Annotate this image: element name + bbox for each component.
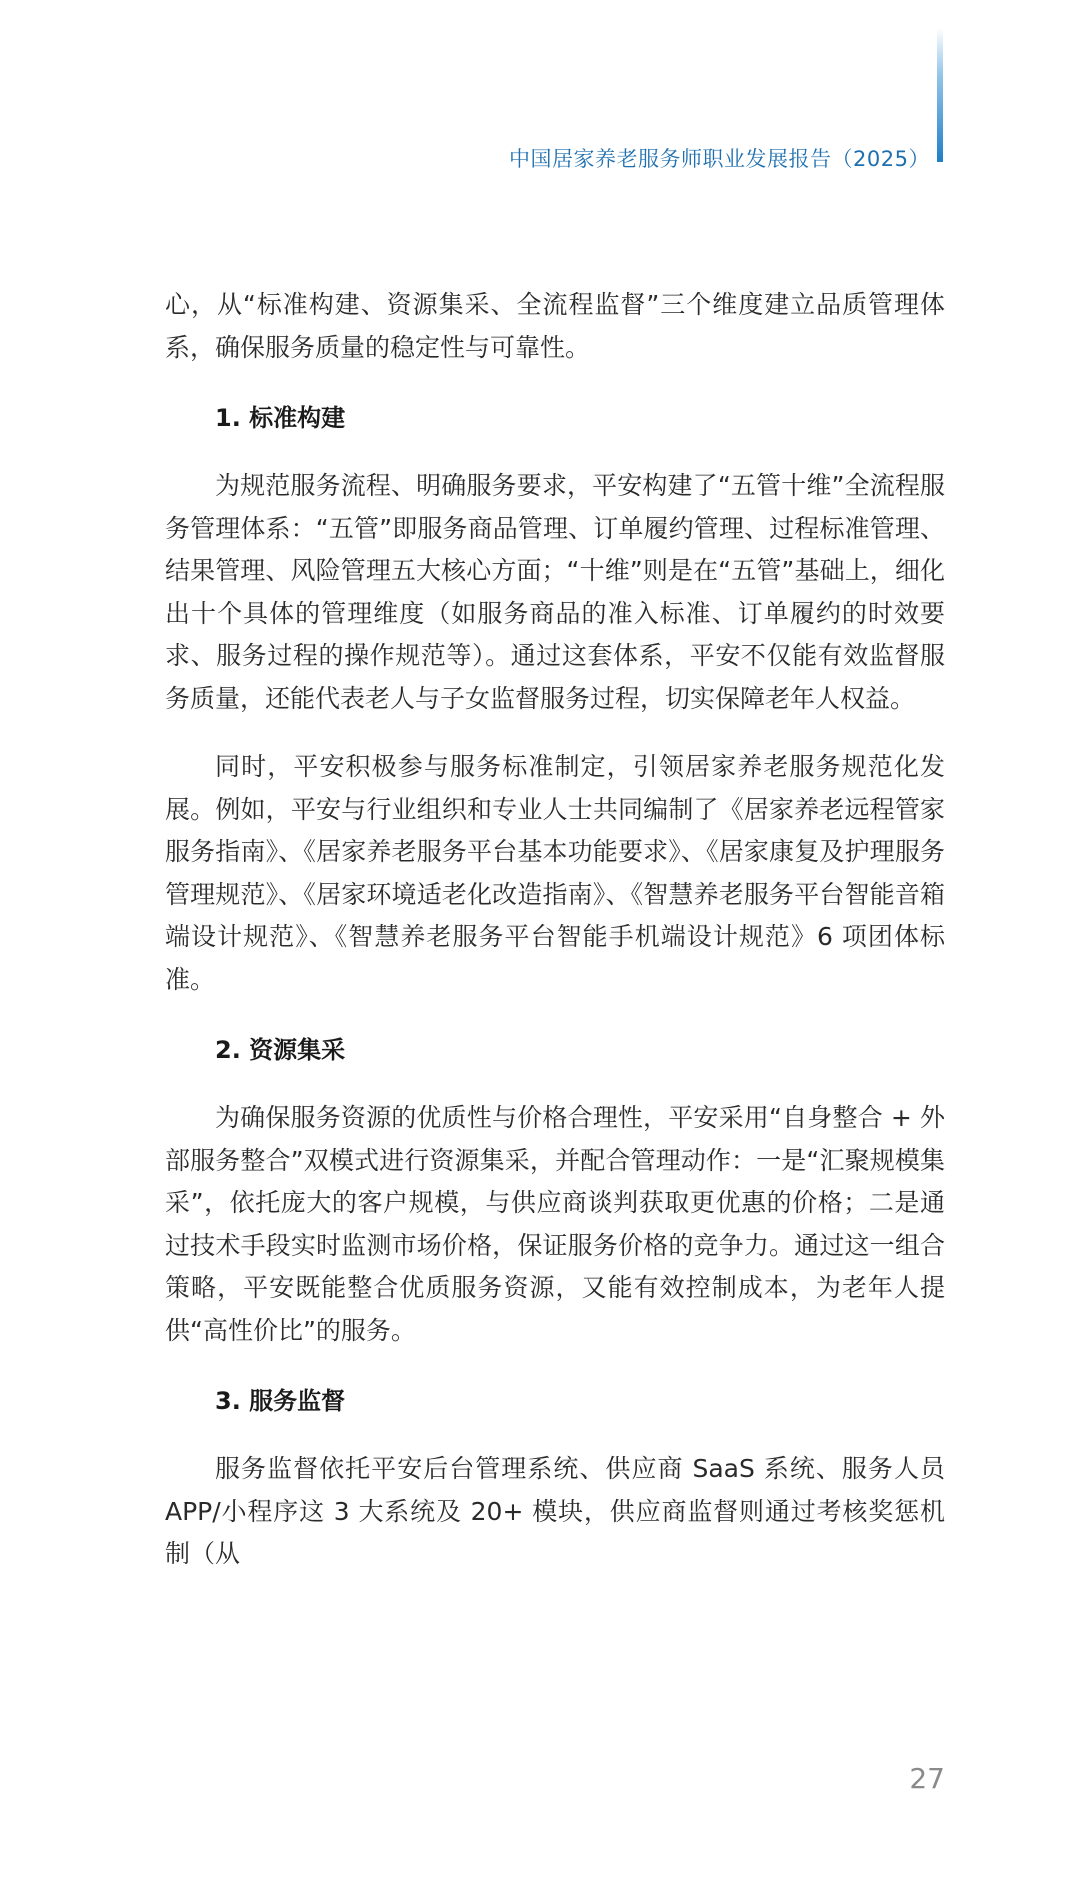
intro-paragraph: 心，从“标准构建、资源集采、全流程监督”三个维度建立品质管理体系，确保服务质量的稳定性与可靠性。 xyxy=(165,290,945,362)
section2-paragraph-1: 为确保服务资源的优质性与价格合理性，平安采用“自身整合 + 外部服务整合”双模式进行资源集采，并配合管理动作：一是“汇聚规模集采”，依托庞大的客户规模，与供应商谈判获取更优惠的价格；二是通过技术手段实时监测市场价格，保证服务价格的竞争力。通过这一组合策略，平安既能整合优质服务资源，又能有效控制成本，为老年人提供“高性价比”的服务。 xyxy=(165,1103,945,1345)
section1-paragraph-1: 为规范服务流程、明确服务要求，平安构建了“五管十维”全流程服务管理体系：“五管”即服务商品管理、订单履约管理、过程标准管理、结果管理、风险管理五大核心方面；“十维”则是在“五管”基础上，细化出十个具体的管理维度（如服务商品的准入标准、订单履约的时效要求、服务过程的操作规范等）。通过这套体系，平安不仅能有效监督服务质量，还能代表老人与子女监督服务过程，切实保障老年人权益。 xyxy=(165,471,945,713)
page-number: 27 xyxy=(909,1762,945,1795)
running-header-title: 中国居家养老服务师职业发展报告（2025） xyxy=(509,147,930,171)
section1-paragraph-2: 同时，平安积极参与服务标准制定，引领居家养老服务规范化发展。例如，平安与行业组织和专业人士共同编制了《居家养老远程管家服务指南》、《居家养老服务平台基本功能要求》、《居家康复及护理服务管理规范》、《居家环境适老化改造指南》、《智慧养老服务平台智能音箱端设计规范》、《智慧养老服务平台智能手机端设计规范》6 项团体标准。 xyxy=(165,752,945,994)
section-heading-procurement: 2. 资源集采 xyxy=(215,1036,346,1064)
body-content xyxy=(165,284,945,1576)
section-heading-standards: 1. 标准构建 xyxy=(215,404,346,432)
section3-paragraph-1: 服务监督依托平安后台管理系统、供应商 SaaS 系统、服务人员 APP/小程序这 3 大系统及 20+ 模块，供应商监督则通过考核奖惩机制（从 xyxy=(165,1454,945,1568)
header-accent-bar xyxy=(937,28,943,162)
section-heading-supervision: 3. 服务监督 xyxy=(215,1387,346,1415)
